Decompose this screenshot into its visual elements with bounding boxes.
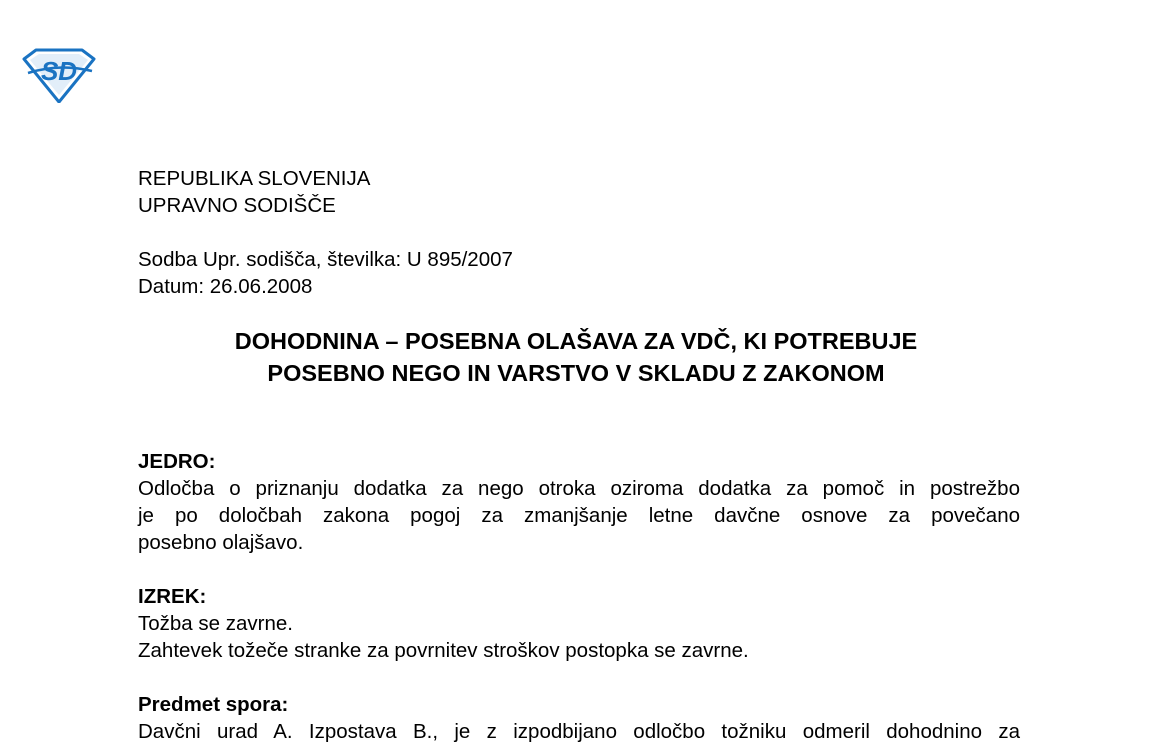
jedro-heading: JEDRO:: [138, 450, 216, 473]
izrek-line-1: Tožba se zavrne.: [138, 612, 293, 635]
title-line-1: DOHODNINA – POSEBNA OLAŠAVA ZA VDČ, KI POTREBUJE: [234, 328, 918, 354]
predmet-line-1: Davčni urad A. Izpostava B., je z izpodbijano odločbo tožniku odmeril dohodnino za: [138, 720, 1020, 743]
title-line-2: POSEBNO NEGO IN VARSTVO V SKLADU Z ZAKONOM: [267, 360, 885, 386]
jedro-line-3: posebno olajšavo.: [138, 531, 304, 554]
izrek-heading: IZREK:: [138, 585, 207, 608]
jedro-line-1: Odločba o priznanju dodatka za nego otroka oziroma dodatka za pomoč in postrežbo: [138, 477, 1020, 500]
sd-logo-icon: [22, 47, 96, 103]
case-reference: Sodba Upr. sodišča, številka: U 895/2007: [138, 248, 513, 271]
country-name: REPUBLIKA SLOVENIJA: [138, 167, 371, 190]
logo-text: SD: [40, 56, 78, 86]
jedro-line-2: je po določbah zakona pogoj za zmanjšanje letne davčne osnove za povečano: [138, 504, 1020, 527]
izrek-line-2: Zahtevek tožeče stranke za povrnitev stroškov postopka se zavrne.: [138, 639, 749, 662]
court-name: UPRAVNO SODIŠČE: [138, 194, 336, 217]
document-title: [132, 325, 1020, 389]
case-date: Datum: 26.06.2008: [138, 275, 313, 298]
document-body: [138, 165, 1020, 745]
predmet-heading: Predmet spora:: [138, 693, 289, 716]
